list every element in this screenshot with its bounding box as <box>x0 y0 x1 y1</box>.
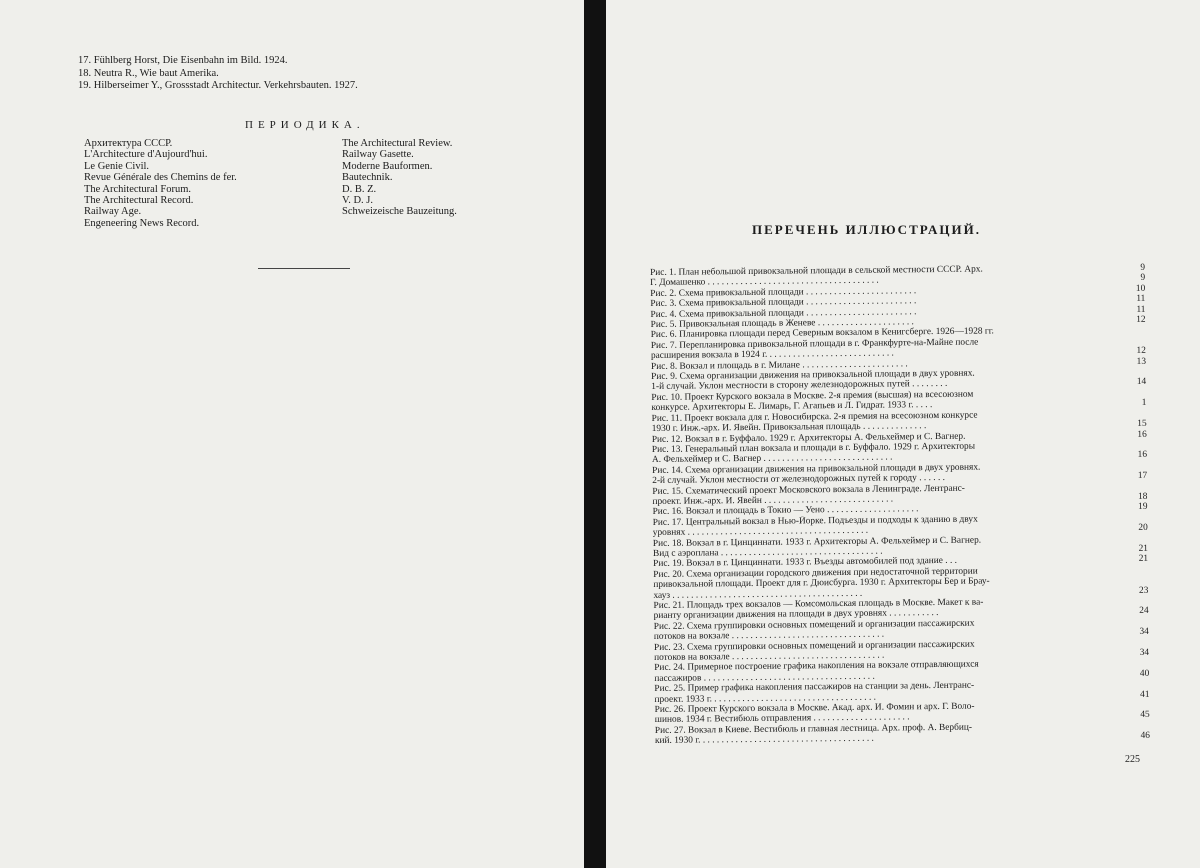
periodical-item: L'Architecture d'Aujourd'hui. <box>84 149 208 161</box>
illustration-caption: Рис. 1. План небольшой привокзальной площади в сельской местности СССР. Арх. <box>650 264 983 278</box>
illustration-caption: Рис. 8. Вокзал и площадь в г. Милане . . . . . . . . . . . . . . . . . . . . . . . <box>650 358 908 372</box>
illustration-caption: Рис. 10. Проект Курского вокзала в Москве. 2-я премия (высшая) на всесоюзном <box>651 389 974 403</box>
reference-item: 18. Neutra R., Wie baut Amerika. <box>78 67 219 79</box>
illustration-caption: Рис. 25. Пример графика накопления пассажиров на станции за день. Лентранс- <box>654 680 975 695</box>
illustration-caption: конкурсе. Архитекторы Е. Лимарь, Г. Агапьев и Л. Гидрат. 1933 г. . . . . <box>651 400 933 414</box>
book-gutter <box>584 0 606 868</box>
periodical-item: D. B. Z. <box>342 183 377 195</box>
illustration-caption: уровнях . . . . . . . . . . . . . . . . . . . . . . . . . . . . . . . . . . . . . . . <box>652 525 869 539</box>
illustrations-list <box>650 262 1150 747</box>
illustration-page-number: 18 <box>1137 491 1148 502</box>
illustration-page-number: 21 <box>1138 543 1149 554</box>
reference-item: 17. Fühlberg Horst, Die Eisenbahn im Bild. 1924. <box>78 55 288 66</box>
illustration-caption: Г. Домашенко . . . . . . . . . . . . . . . . . . . . . . . . . . . . . . . . . . . . . <box>650 276 879 289</box>
periodical-item: Schweizeische Bauzeitung. <box>342 206 457 218</box>
illustration-caption: потоков на вокзале . . . . . . . . . . . . . . . . . . . . . . . . . . . . . . . . . <box>654 650 885 664</box>
periodical-item: Le Genie Civil. <box>84 160 150 172</box>
illustration-caption: проект. 1933 г. . . . . . . . . . . . . . . . . . . . . . . . . . . . . . . . . . . . <box>654 692 877 705</box>
illustration-page-number: 9 <box>1140 273 1146 284</box>
periodicals-heading: ПЕРИОДИКА. <box>245 119 365 131</box>
illustration-caption: Рис. 17. Центральный вокзал в Нью-Йорке. Подъезды и подходы к зданию в двух <box>652 514 978 528</box>
illustration-page-number: 13 <box>1136 356 1147 367</box>
illustration-caption: Рис. 6. Планировка площади перед Северным вокзалом в Кенигсберге. 1926—1928 гг. <box>650 326 994 341</box>
illustration-caption: Рис. 16. Вокзал и площадь в Токио — Уено . . . . . . . . . . . . . . . . . . . . <box>652 504 919 518</box>
illustration-page-number: 12 <box>1136 314 1146 325</box>
periodicals-column-1 <box>84 138 237 229</box>
illustration-page-number: 24 <box>1139 606 1149 617</box>
periodical-item: Engeneering News Record. <box>84 217 200 229</box>
periodical-item: Revue Générale des Chemins de fer. <box>84 172 237 184</box>
periodical-item: Moderne Bauformen. <box>342 160 433 172</box>
illustration-page-number: 10 <box>1135 283 1146 294</box>
illustration-caption: шинов. 1934 г. Вестибюль отправления . . . . . . . . . . . . . . . . . . . . . <box>654 712 910 726</box>
illustrations-heading: ПЕРЕЧЕНЬ ИЛЛЮСТРАЦИЙ. <box>752 222 981 237</box>
illustration-page-number: 1 <box>1141 398 1147 409</box>
periodical-item: Railway Age. <box>84 206 142 218</box>
illustration-caption: Рис. 24. Примерное построение графика накопления на вокзале отправляющихся <box>654 660 979 674</box>
illustration-page-number: 20 <box>1138 522 1148 534</box>
illustration-caption: пассажиров . . . . . . . . . . . . . . . . . . . . . . . . . . . . . . . . . . . . . <box>654 671 875 684</box>
left-page <box>0 0 584 868</box>
illustration-caption: Рис. 18. Вокзал в г. Цинциннати. 1933 г. Архитекторы А. Фельхеймер и С. Вагнер. <box>652 535 982 549</box>
periodical-item: The Architectural Record. <box>84 195 194 207</box>
illustration-caption: Рис. 11. Проект вокзала для г. Новосибирска. 2-я премия на всесоюзном конкурсе <box>651 410 978 424</box>
illustration-page-number: 14 <box>1136 377 1147 388</box>
illustration-caption: Рис. 27. Вокзал в Киеве. Вестибюль и главная лестница. Арх. проф. А. Вербиц- <box>654 722 973 736</box>
illustration-caption: Рис. 23. Схема группировки основных помещений и организации пассажирских <box>653 639 975 653</box>
illustration-page-number: 34 <box>1139 627 1149 638</box>
illustration-caption: проект. Инж.-арх. И. Явейн . . . . . . . . . . . . . . . . . . . . . . . . . . . . <box>652 494 894 507</box>
illustration-caption: привокзальной площади. Проект для г. Дюисбурга. 1930 г. Архитекторы Бер и Брау- <box>653 576 990 591</box>
illustration-caption: Рис. 7. Перепланировка привокзальной площади в г. Франкфурте-на-Майне после <box>650 337 979 351</box>
reference-item: 19. Hilberseimer Y., Grossstadt Architectur. Verkehrsbauten. 1927. <box>78 80 358 91</box>
illustration-page-number: 16 <box>1137 450 1148 461</box>
illustration-caption: потоков на вокзале . . . . . . . . . . . . . . . . . . . . . . . . . . . . . . . . . <box>653 629 885 643</box>
illustration-caption: Рис. 19. Вокзал в г. Цинциннати. 1933 г. Въезды автомобилей под здание . . . <box>653 556 958 570</box>
illustration-page-number: 23 <box>1138 585 1149 596</box>
page-number: 225 <box>1125 754 1140 765</box>
illustration-caption: Вид с аэроплана . . . . . . . . . . . . . . . . . . . . . . . . . . . . . . . . . . . <box>652 546 883 559</box>
illustration-caption: Рис. 9. Схема организации движения на привокзальной площади в двух уровнях. <box>651 368 975 383</box>
illustration-caption: хауз . . . . . . . . . . . . . . . . . . . . . . . . . . . . . . . . . . . . . . . . . <box>653 588 863 601</box>
illustration-caption: Рис. 5. Привокзальная площадь в Женеве . . . . . . . . . . . . . . . . . . . . . <box>650 317 914 331</box>
illustration-caption: Рис. 20. Схема организации городского движения при недостаточной территории <box>653 566 978 580</box>
illustration-page-number: 41 <box>1140 689 1150 700</box>
periodical-item: Railway Gasette. <box>342 149 414 161</box>
illustration-page-number: 12 <box>1136 346 1146 357</box>
periodical-item: The Architectural Review. <box>342 138 453 149</box>
illustration-caption: А. Фельхеймер и С. Вагнер . . . . . . . . . . . . . . . . . . . . . . . . . . . . <box>651 452 893 466</box>
illustration-caption: Рис. 21. Площадь трех вокзалов — Комсомольская площадь в Москве. Макет к ва- <box>653 597 984 611</box>
illustration-page-number: 15 <box>1137 418 1147 429</box>
illustration-page-number: 45 <box>1140 710 1150 721</box>
illustration-caption: Рис. 12. Вокзал в г. Буффало. 1929 г. Архитекторы А. Фельхеймер и С. Вагнер. <box>651 431 966 445</box>
illustration-page-number: 34 <box>1139 647 1150 658</box>
illustration-page-number: 40 <box>1139 668 1150 679</box>
illustration-caption: 1930 г. Инж.-арх. И. Явейн. Привокзальная площадь . . . . . . . . . . . . . . <box>651 421 927 435</box>
illustration-caption: кий. 1930 г. . . . . . . . . . . . . . . . . . . . . . . . . . . . . . . . . . . . . . <box>654 733 874 747</box>
illustration-caption: Рис. 15. Схематический проект Московского вокзала в Ленинграде. Лентранс- <box>652 483 965 497</box>
illustration-page-number: 16 <box>1137 429 1147 440</box>
periodical-item: V. D. J. <box>342 195 374 207</box>
illustration-caption: Рис. 26. Проект Курского вокзала в Москве. Акад. арх. И. Фомин и арх. Г. Воло- <box>654 701 975 716</box>
section-divider <box>258 268 350 269</box>
illustration-page-number: 9 <box>1140 262 1146 273</box>
illustration-caption: Рис. 14. Схема организации движения на привокзальной площади в двух уровнях. <box>652 462 981 476</box>
illustration-caption: Рис. 2. Схема привокзальной площади . . . . . . . . . . . . . . . . . . . . . . . . <box>650 286 917 299</box>
illustration-page-number: 17 <box>1137 470 1148 482</box>
periodical-item: Bautechnik. <box>342 172 393 184</box>
periodicals-column-2 <box>342 138 457 218</box>
illustration-page-number: 21 <box>1138 554 1149 565</box>
illustration-caption: Рис. 22. Схема группировки основных помещений и организации пассажирских <box>653 618 975 632</box>
periodical-item: Архитектура СССР. <box>84 138 173 149</box>
illustration-caption: 2-й случай. Уклон местности от железнодорожных путей к городу . . . . . . <box>652 473 946 487</box>
illustration-caption: Рис. 13. Генеральный план вокзала и площади в г. Буффало. 1929 г. Архитекторы <box>651 441 976 455</box>
illustration-caption: Рис. 3. Схема привокзальной площади . . . . . . . . . . . . . . . . . . . . . . . . <box>650 296 917 310</box>
illustration-caption: Рис. 4. Схема привокзальной площади . . . . . . . . . . . . . . . . . . . . . . . . <box>650 306 917 320</box>
illustration-page-number: 46 <box>1140 731 1150 742</box>
reference-list <box>78 55 358 93</box>
periodical-item: The Architectural Forum. <box>84 183 192 195</box>
illustration-caption: рианту организации движения на площади в двух уровнях . . . . . . . . . . . <box>653 608 939 622</box>
illustration-page-number: 19 <box>1138 502 1148 513</box>
illustration-page-number: 11 <box>1136 304 1146 315</box>
illustration-caption: 1-й случай. Уклон местности в сторону железнодорожных путей . . . . . . . . <box>651 379 948 393</box>
illustration-caption: расширения вокзала в 1924 г. . . . . . . . . . . . . . . . . . . . . . . . . . . . <box>650 348 894 362</box>
illustration-page-number: 11 <box>1136 294 1146 305</box>
